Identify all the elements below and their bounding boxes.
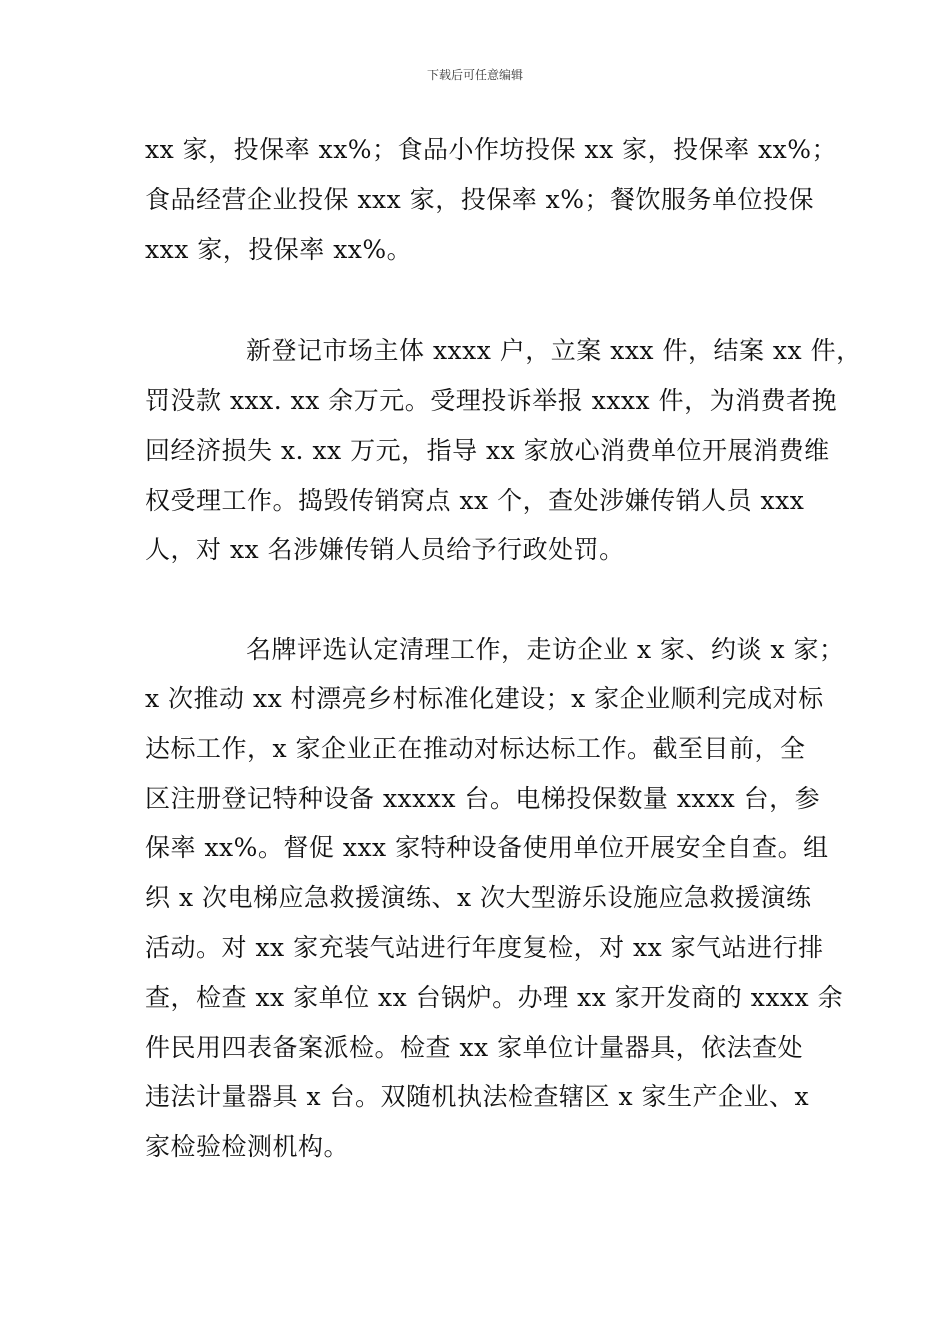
paragraph-line: 查，检查 xx 家单位 xx 台锅炉。办理 xx 家开发商的 xxxx 余	[145, 983, 844, 1012]
paragraph-line: xxx 家，投保率 xx%。	[145, 235, 413, 264]
paragraph-line: 权受理工作。捣毁传销窝点 xx 个，查处涉嫌传销人员 xxx	[145, 486, 805, 515]
paragraph-line: xx 家，投保率 xx%；食品小作坊投保 xx 家，投保率 xx%；	[145, 135, 838, 164]
page-header-note: 下载后可任意编辑	[426, 68, 523, 82]
paragraph-line: 名牌评选认定清理工作，走访企业 x 家、约谈 x 家；	[246, 635, 845, 664]
paragraph-line: 家检验检测机构。	[145, 1132, 350, 1161]
paragraph-line: 违法计量器具 x 台。双随机执法检查辖区 x 家生产企业、x	[145, 1082, 810, 1111]
paragraph-line: 达标工作，x 家企业正在推动对标达标工作。截至目前，全	[145, 734, 806, 763]
paragraph-line: 件民用四表备案派检。检查 xx 家单位计量器具，依法查处	[145, 1033, 804, 1062]
paragraph-line: 食品经营企业投保 xxx 家，投保率 x%；餐饮服务单位投保	[145, 185, 814, 214]
paragraph-line: 织 x 次电梯应急救援演练、x 次大型游乐设施应急救援演练	[145, 883, 812, 912]
paragraph-line: 区注册登记特种设备 xxxxx 台。电梯投保数量 xxxx 台，参	[145, 784, 821, 813]
paragraph-line: 活动。对 xx 家充装气站进行年度复检，对 xx 家气站进行排	[145, 933, 824, 962]
paragraph-line: 保率 xx%。督促 xxx 家特种设备使用单位开展安全自查。组	[145, 833, 829, 862]
paragraph-line: x 次推动 xx 村漂亮乡村标准化建设；x 家企业顺利完成对标	[145, 684, 824, 713]
paragraph-line: 回经济损失 x. xx 万元，指导 xx 家放心消费单位开展消费维	[145, 436, 830, 465]
paragraph-line: 人，对 xx 名涉嫌传销人员给予行政处罚。	[145, 535, 625, 564]
paragraph-line: 罚没款 xxx. xx 余万元。受理投诉举报 xxxx 件，为消费者挽	[145, 386, 838, 415]
paragraph-line: 新登记市场主体 xxxx 户，立案 xxx 件，结案 xx 件，	[246, 336, 862, 365]
